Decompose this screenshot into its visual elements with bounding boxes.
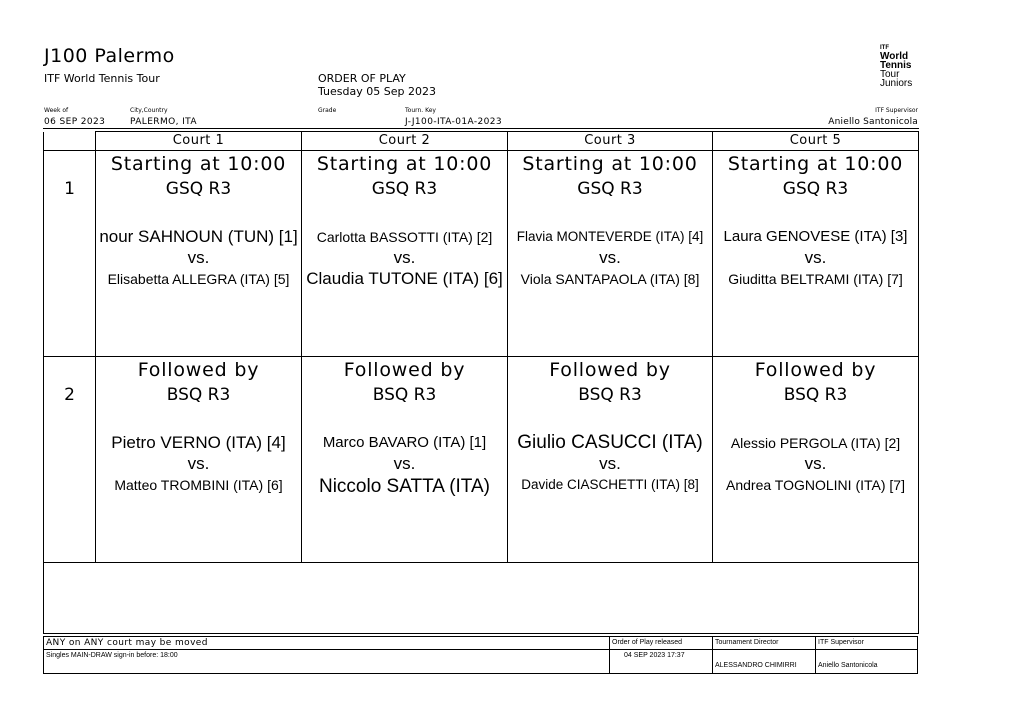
start-time: Followed by xyxy=(343,359,466,381)
versus-label: vs. xyxy=(599,248,621,267)
logo-line-tour: Tour xyxy=(880,69,900,80)
court-header: Court 5 xyxy=(713,132,919,151)
round-label: GSQ R3 xyxy=(165,179,232,199)
versus-label: vs. xyxy=(804,248,827,267)
week-label: Week of xyxy=(44,107,69,114)
start-time: Followed by xyxy=(754,359,877,381)
notes-row xyxy=(44,563,919,634)
director-label: Tournament Director xyxy=(715,639,779,646)
start-time: Starting at 10:00 xyxy=(316,153,493,175)
row-number: 1 xyxy=(44,151,96,357)
player-two: Giuditta BELTRAMI (ITA) [7] xyxy=(728,271,903,287)
footer-box xyxy=(43,636,918,674)
logo-itf-text: ITF xyxy=(880,45,889,51)
versus-label: vs. xyxy=(599,454,621,473)
info-divider xyxy=(43,128,919,129)
player-two: Andrea TOGNOLINI (ITA) [7] xyxy=(726,477,905,493)
released-value: 04 SEP 2023 17:37 xyxy=(624,652,685,659)
order-of-play-table xyxy=(43,131,919,634)
player-one: Carlotta BASSOTTI (ITA) [2] xyxy=(316,229,493,245)
court-header-row xyxy=(44,132,919,151)
match-cell xyxy=(96,357,302,563)
match-cell xyxy=(713,357,919,563)
match-row xyxy=(44,151,919,357)
round-label: BSQ R3 xyxy=(783,385,848,405)
match-cell xyxy=(508,357,713,563)
corner-cell xyxy=(44,132,96,151)
player-one: Laura GENOVESE (ITA) [3] xyxy=(723,228,908,245)
director-value: ALESSANDRO CHIMIRRI xyxy=(715,662,797,669)
player-two: Matteo TROMBINI (ITA) [6] xyxy=(114,477,283,493)
court-change-note: ANY on ANY court may be moved xyxy=(46,638,208,648)
footer-col-divider xyxy=(712,637,713,673)
footer-divider xyxy=(609,649,917,650)
versus-label: vs. xyxy=(804,454,827,473)
footer-col-divider xyxy=(609,637,610,673)
court-header: Court 3 xyxy=(508,132,713,151)
match-row xyxy=(44,357,919,563)
logo-line-tennis: Tennis xyxy=(880,60,912,71)
match-cell xyxy=(302,151,508,357)
player-one: nour SAHNOUN (TUN) [1] xyxy=(99,227,298,246)
player-one: Giulio CASUCCI (ITA) xyxy=(517,432,703,453)
footer-supervisor-label: ITF Supervisor xyxy=(818,639,864,646)
start-time: Starting at 10:00 xyxy=(110,153,287,175)
court-header: Court 2 xyxy=(302,132,508,151)
round-label: GSQ R3 xyxy=(371,179,438,199)
start-time: Starting at 10:00 xyxy=(727,153,904,175)
player-one: Marco BAVARO (ITA) [1] xyxy=(322,434,487,451)
versus-label: vs. xyxy=(187,248,210,267)
play-date: Tuesday 05 Sep 2023 xyxy=(318,85,436,98)
start-time: Followed by xyxy=(549,359,671,381)
start-time: Starting at 10:00 xyxy=(522,153,698,175)
start-time: Followed by xyxy=(137,359,260,381)
match-cell xyxy=(96,151,302,357)
round-label: GSQ R3 xyxy=(577,179,643,199)
footer-col-divider xyxy=(815,637,816,673)
tournament-title: J100 Palermo xyxy=(44,45,175,67)
match-cell xyxy=(302,357,508,563)
itf-juniors-logo xyxy=(880,44,912,88)
versus-label: vs. xyxy=(393,454,416,473)
supervisor-label: ITF Supervisor xyxy=(875,107,918,114)
player-one: Alessio PERGOLA (ITA) [2] xyxy=(730,435,901,451)
grade-label: Grade xyxy=(318,107,337,114)
court-header: Court 1 xyxy=(96,132,302,151)
supervisor-value: Aniello Santonicola xyxy=(828,117,918,127)
logo-line-world: World xyxy=(880,51,909,62)
round-label: BSQ R3 xyxy=(166,385,231,405)
round-label: BSQ R3 xyxy=(578,385,642,405)
sign-in-note: Singles MAIN-DRAW sign-in before: 18:00 xyxy=(46,652,178,659)
row-number: 2 xyxy=(44,357,96,563)
released-label: Order of Play released xyxy=(612,639,683,646)
round-label: GSQ R3 xyxy=(782,179,849,199)
tourn-key-label: Tourn. Key xyxy=(405,107,436,114)
footer-divider xyxy=(44,649,609,650)
city-value: PALERMO, ITA xyxy=(130,117,197,127)
footer-supervisor-value: Aniello Santonicola xyxy=(818,662,878,669)
player-two: Elisabetta ALLEGRA (ITA) [5] xyxy=(107,271,290,287)
week-value: 06 SEP 2023 xyxy=(44,117,106,127)
tour-name: ITF World Tennis Tour xyxy=(44,72,160,85)
match-cell xyxy=(713,151,919,357)
tourn-key-value: J-J100-ITA-01A-2023 xyxy=(405,117,502,127)
versus-label: vs. xyxy=(187,454,210,473)
player-two: Claudia TUTONE (ITA) [6] xyxy=(306,269,503,288)
player-one: Flavia MONTEVERDE (ITA) [4] xyxy=(516,229,704,244)
notes-area xyxy=(44,563,919,634)
round-label: BSQ R3 xyxy=(372,385,437,405)
logo-line-juniors: Juniors xyxy=(880,78,913,89)
match-cell xyxy=(508,151,713,357)
city-label: City,Country xyxy=(130,107,168,114)
player-two: Viola SANTAPAOLA (ITA) [8] xyxy=(520,271,700,287)
player-two: Niccolo SATTA (ITA) xyxy=(318,476,491,497)
player-two: Davide CIASCHETTI (ITA) [8] xyxy=(521,477,699,492)
player-one: Pietro VERNO (ITA) [4] xyxy=(111,433,286,452)
versus-label: vs. xyxy=(393,248,416,267)
order-of-play-heading: ORDER OF PLAY xyxy=(318,72,406,85)
